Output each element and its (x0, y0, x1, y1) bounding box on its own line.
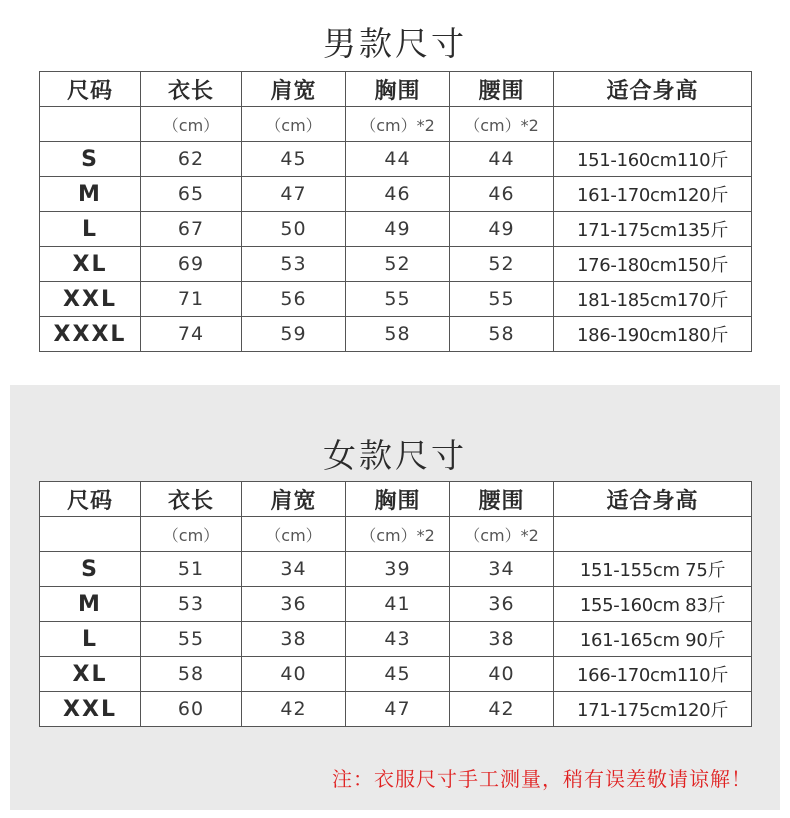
shoulder-cell: 38 (242, 622, 346, 657)
height-cell: 181-185cm170斤 (554, 282, 752, 317)
height-cell: 186-190cm180斤 (554, 317, 752, 352)
header-cell: 肩宽 (242, 482, 346, 517)
height-cell: 176-180cm150斤 (554, 247, 752, 282)
unit-cell: （cm）*2 (346, 107, 450, 142)
men-size-title: 男款尺寸 (323, 24, 467, 63)
header-cell: 适合身高 (554, 72, 752, 107)
waist-cell: 36 (450, 587, 554, 622)
header-cell: 胸围 (346, 72, 450, 107)
size-cell: M (40, 177, 141, 212)
table-header-row (40, 482, 752, 517)
women-size-section (10, 385, 780, 810)
chest-cell: 55 (346, 282, 450, 317)
header-cell: 腰围 (450, 482, 554, 517)
waist-cell: 34 (450, 552, 554, 587)
height-cell: 155-160cm 83斤 (554, 587, 752, 622)
length-cell: 67 (141, 212, 242, 247)
table-unit-row (40, 107, 752, 142)
header-cell: 衣长 (141, 482, 242, 517)
height-cell: 171-175cm120斤 (554, 692, 752, 727)
header-cell: 肩宽 (242, 72, 346, 107)
table-unit-row (40, 517, 752, 552)
header-cell: 衣长 (141, 72, 242, 107)
women-size-title: 女款尺寸 (323, 436, 467, 475)
size-cell: XXL (40, 692, 141, 727)
shoulder-cell: 53 (242, 247, 346, 282)
waist-cell: 44 (450, 142, 554, 177)
length-cell: 55 (141, 622, 242, 657)
unit-cell: （cm） (141, 517, 242, 552)
shoulder-cell: 56 (242, 282, 346, 317)
length-cell: 62 (141, 142, 242, 177)
unit-cell: （cm）*2 (450, 107, 554, 142)
table-row (40, 212, 752, 247)
table-row (40, 317, 752, 352)
waist-cell: 46 (450, 177, 554, 212)
size-cell: XXL (40, 282, 141, 317)
height-cell: 161-165cm 90斤 (554, 622, 752, 657)
height-cell: 171-175cm135斤 (554, 212, 752, 247)
table-row (40, 177, 752, 212)
chest-cell: 46 (346, 177, 450, 212)
chest-cell: 58 (346, 317, 450, 352)
shoulder-cell: 47 (242, 177, 346, 212)
waist-cell: 52 (450, 247, 554, 282)
size-cell: XL (40, 657, 141, 692)
women-size-table (39, 481, 752, 727)
length-cell: 74 (141, 317, 242, 352)
size-cell: L (40, 622, 141, 657)
length-cell: 53 (141, 587, 242, 622)
shoulder-cell: 42 (242, 692, 346, 727)
size-cell: XXXL (40, 317, 141, 352)
length-cell: 65 (141, 177, 242, 212)
height-cell: 166-170cm110斤 (554, 657, 752, 692)
waist-cell: 42 (450, 692, 554, 727)
waist-cell: 38 (450, 622, 554, 657)
header-cell: 尺码 (40, 72, 141, 107)
header-cell: 腰围 (450, 72, 554, 107)
table-row (40, 247, 752, 282)
men-size-section (0, 0, 790, 385)
size-cell: L (40, 212, 141, 247)
length-cell: 60 (141, 692, 242, 727)
unit-cell (40, 107, 141, 142)
waist-cell: 55 (450, 282, 554, 317)
unit-cell: （cm） (242, 107, 346, 142)
unit-cell (40, 517, 141, 552)
unit-cell (554, 517, 752, 552)
shoulder-cell: 36 (242, 587, 346, 622)
chest-cell: 52 (346, 247, 450, 282)
header-cell: 尺码 (40, 482, 141, 517)
unit-cell: （cm）*2 (450, 517, 554, 552)
unit-cell: （cm）*2 (346, 517, 450, 552)
chest-cell: 47 (346, 692, 450, 727)
chest-cell: 44 (346, 142, 450, 177)
height-cell: 161-170cm120斤 (554, 177, 752, 212)
length-cell: 51 (141, 552, 242, 587)
height-cell: 151-155cm 75斤 (554, 552, 752, 587)
shoulder-cell: 50 (242, 212, 346, 247)
shoulder-cell: 45 (242, 142, 346, 177)
chest-cell: 45 (346, 657, 450, 692)
length-cell: 69 (141, 247, 242, 282)
table-row (40, 142, 752, 177)
table-row (40, 552, 752, 587)
unit-cell: （cm） (141, 107, 242, 142)
shoulder-cell: 59 (242, 317, 346, 352)
unit-cell: （cm） (242, 517, 346, 552)
table-row (40, 692, 752, 727)
chest-cell: 43 (346, 622, 450, 657)
shoulder-cell: 40 (242, 657, 346, 692)
chest-cell: 41 (346, 587, 450, 622)
size-cell: S (40, 552, 141, 587)
table-row (40, 282, 752, 317)
measurement-note: 注：衣服尺寸手工测量，稍有误差敬请谅解！ (332, 767, 752, 791)
table-row (40, 587, 752, 622)
waist-cell: 40 (450, 657, 554, 692)
waist-cell: 49 (450, 212, 554, 247)
header-cell: 胸围 (346, 482, 450, 517)
table-row (40, 657, 752, 692)
size-cell: S (40, 142, 141, 177)
table-header-row (40, 72, 752, 107)
height-cell: 151-160cm110斤 (554, 142, 752, 177)
chest-cell: 39 (346, 552, 450, 587)
length-cell: 58 (141, 657, 242, 692)
unit-cell (554, 107, 752, 142)
shoulder-cell: 34 (242, 552, 346, 587)
header-cell: 适合身高 (554, 482, 752, 517)
men-size-table (39, 71, 752, 352)
waist-cell: 58 (450, 317, 554, 352)
length-cell: 71 (141, 282, 242, 317)
size-cell: XL (40, 247, 141, 282)
table-row (40, 622, 752, 657)
size-cell: M (40, 587, 141, 622)
chest-cell: 49 (346, 212, 450, 247)
